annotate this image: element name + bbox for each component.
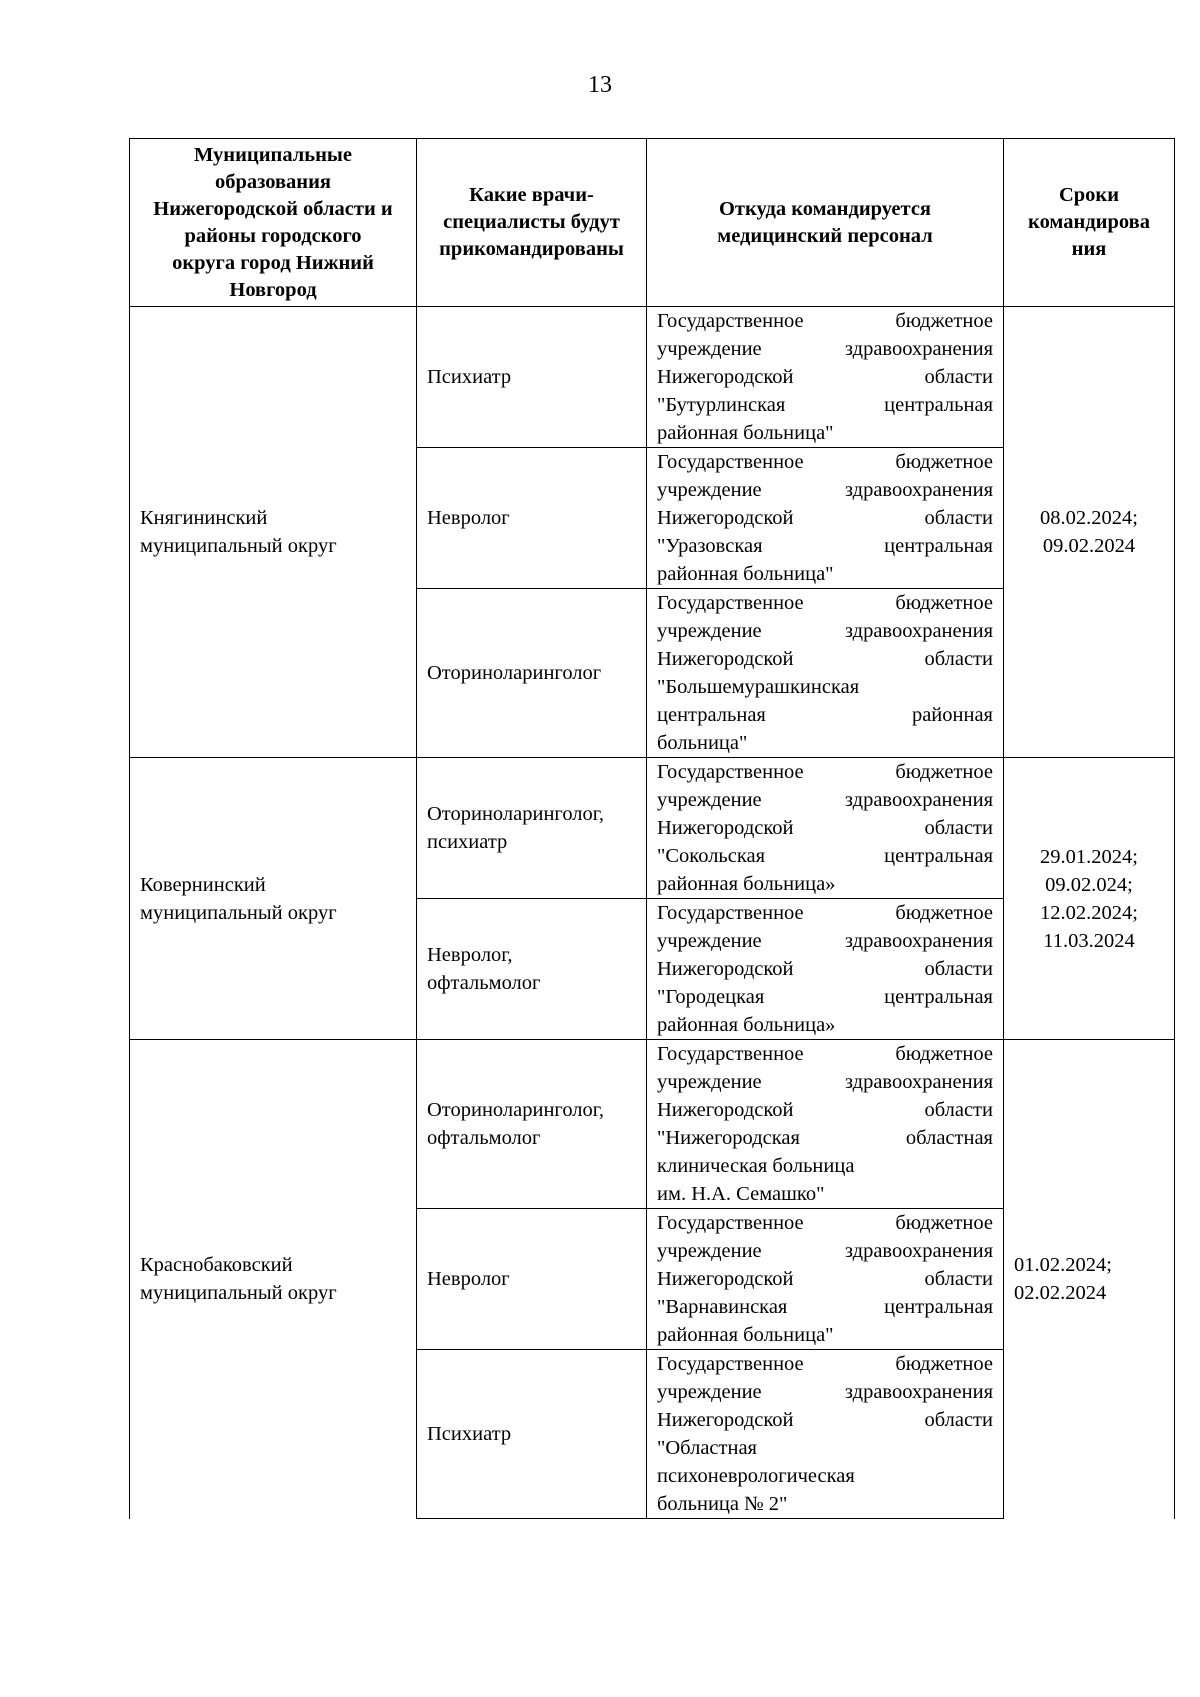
specialist-cell: Оториноларинголог, офтальмолог [417, 1040, 647, 1209]
header-dates: Сроки командирова ния [1004, 139, 1175, 307]
page-number: 13 [588, 72, 612, 98]
dates-cell: 01.02.2024; 02.02.2024 [1004, 1040, 1175, 1519]
dates-cell: 08.02.2024; 09.02.2024 [1004, 307, 1175, 758]
specialist-cell: Невролог [417, 448, 647, 589]
origin-cell: Государственное бюджетное учреждение здравоохранения Нижегородской области "Уразовская центральная районная больница" [647, 448, 1004, 589]
dates-cell: 29.01.2024; 09.02.024; 12.02.2024; 11.03.2024 [1004, 758, 1175, 1040]
origin-cell: Государственное бюджетное учреждение здравоохранения Нижегородской области "Бутурлинская центральная районная больница" [647, 307, 1004, 448]
table-header-row [130, 139, 1175, 307]
origin-cell: Государственное бюджетное учреждение здравоохранения Нижегородской области "Нижегородская областная клиническая больница им. Н.А. Семашко" [647, 1040, 1004, 1209]
specialist-cell: Невролог [417, 1209, 647, 1350]
table-row [130, 307, 1175, 448]
assignment-table [129, 138, 1175, 1519]
origin-cell: Государственное бюджетное учреждение здравоохранения Нижегородской области "Большемурашкинская центральная районная больница" [647, 589, 1004, 758]
specialist-cell: Психиатр [417, 1350, 647, 1519]
origin-cell: Государственное бюджетное учреждение здравоохранения Нижегородской области "Областная психоневрологическая больница № 2" [647, 1350, 1004, 1519]
municipality-cell: Княгининский муниципальный округ [130, 307, 417, 758]
origin-cell: Государственное бюджетное учреждение здравоохранения Нижегородской области "Городецкая центральная районная больница» [647, 899, 1004, 1040]
specialist-cell: Оториноларинголог, психиатр [417, 758, 647, 899]
municipality-cell: Ковернинский муниципальный округ [130, 758, 417, 1040]
specialist-cell: Оториноларинголог [417, 589, 647, 758]
specialist-cell: Невролог, офтальмолог [417, 899, 647, 1040]
table-row [130, 758, 1175, 899]
origin-cell: Государственное бюджетное учреждение здравоохранения Нижегородской области "Сокольская центральная районная больница» [647, 758, 1004, 899]
municipality-cell: Краснобаковский муниципальный округ [130, 1040, 417, 1519]
header-origin: Откуда командируется медицинский персонал [647, 139, 1004, 307]
table-row [130, 1040, 1175, 1209]
header-municipality: Муниципальные образования Нижегородской области и районы городского округа город Нижний Новгород [130, 139, 417, 307]
header-specialists: Какие врачи- специалисты будут прикомандированы [417, 139, 647, 307]
specialist-cell: Психиатр [417, 307, 647, 448]
origin-cell: Государственное бюджетное учреждение здравоохранения Нижегородской области "Варнавинская центральная районная больница" [647, 1209, 1004, 1350]
